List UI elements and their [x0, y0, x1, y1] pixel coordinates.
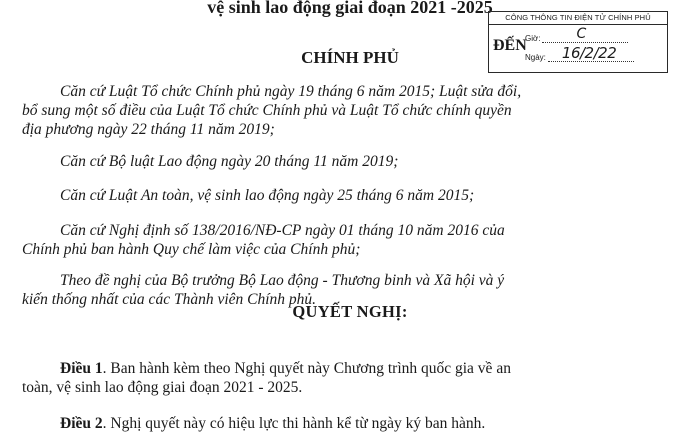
preamble-line: bổ sung một số điều của Luật Tổ chức Chính phủ và Luật Tổ chức chính quyền	[22, 102, 512, 119]
article-2	[22, 414, 682, 433]
preamble-line: Căn cứ Luật An toàn, vệ sinh lao động ngày 25 tháng 6 năm 2015;	[60, 187, 475, 204]
stamp-time-value: C	[576, 26, 587, 42]
stamp-header: CÔNG THÔNG TIN ĐIỆN TỬ CHÍNH PHỦ	[489, 12, 667, 25]
preamble-line: Chính phủ ban hành Quy chế làm việc của Chính phủ;	[22, 241, 361, 258]
stamp-time-row	[525, 26, 628, 43]
article-label: Điều 2	[60, 415, 103, 432]
article-label: Điều 1	[60, 360, 103, 377]
resolution-heading: QUYẾT NGHỊ:	[292, 302, 408, 321]
article-text: . Ban hành kèm theo Nghị quyết này Chương trình quốc gia về an	[102, 360, 511, 377]
document-title-continuation: vệ sinh lao động giai đoạn 2021 -2025	[207, 0, 493, 17]
article-text: . Nghị quyết này có hiệu lực thi hành kể từ ngày ký ban hành.	[102, 415, 486, 432]
preamble-paragraph	[22, 152, 672, 171]
preamble-line: kiến thống nhất của các Thành viên Chính phủ.	[22, 291, 317, 308]
stamp-den-label: ĐẾN	[493, 37, 527, 54]
article-line	[22, 359, 682, 378]
stamp-time-dots	[542, 26, 628, 43]
preamble-line: Căn cứ Luật Tổ chức Chính phủ ngày 19 tháng 6 năm 2015; Luật sửa đổi,	[60, 83, 522, 100]
stamp-time-label: Giờ:	[525, 34, 541, 43]
stamp-date-label: Ngày:	[525, 53, 546, 62]
stamp-date-value: 16/2/22	[561, 44, 617, 62]
issuer-heading: CHÍNH PHỦ	[301, 48, 399, 67]
article-1	[22, 359, 682, 397]
preamble-line: Căn cứ Bộ luật Lao động ngày 20 tháng 11 năm 2019;	[60, 153, 399, 170]
preamble-paragraph	[22, 221, 672, 259]
stamp-date-dots	[548, 44, 634, 62]
article-line	[22, 414, 682, 433]
preamble-paragraph	[22, 186, 672, 205]
preamble-line: địa phương ngày 22 tháng 11 năm 2019;	[22, 121, 275, 138]
received-stamp	[488, 11, 668, 73]
preamble-paragraph	[22, 82, 672, 139]
stamp-date-row	[525, 44, 634, 62]
preamble-line: Căn cứ Nghị định số 138/2016/NĐ-CP ngày 01 tháng 10 năm 2016 của	[60, 222, 505, 239]
preamble-line: Theo đề nghị của Bộ trưởng Bộ Lao động - Thương binh và Xã hội và ý	[60, 272, 505, 289]
article-line: toàn, vệ sinh lao động giai đoạn 2021 - 2025.	[22, 379, 303, 396]
